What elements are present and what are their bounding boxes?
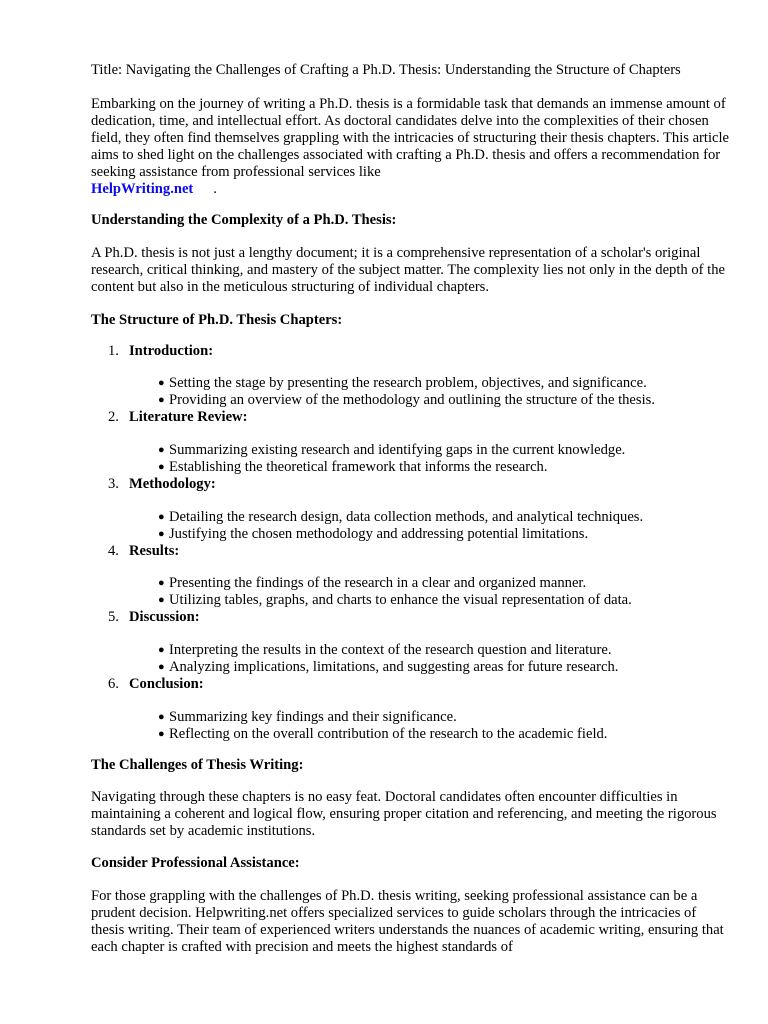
bullet-text: Setting the stage by presenting the research problem, objectives, and significance.	[169, 375, 647, 391]
chapter-bullet	[158, 709, 457, 726]
chapter-item	[108, 343, 213, 360]
chapter-number: 1.	[108, 343, 119, 359]
complexity-heading: Understanding the Complexity of a Ph.D. Thesis:	[91, 212, 397, 228]
title-line: Title: Navigating the Challenges of Crafting a Ph.D. Thesis: Understanding the Structure of Chapters	[91, 62, 681, 78]
bullet-text: Utilizing tables, graphs, and charts to enhance the visual representation of data.	[169, 592, 632, 608]
chapter-bullet	[158, 642, 612, 659]
chapter-number: 4.	[108, 543, 119, 559]
assistance-heading: Consider Professional Assistance:	[91, 855, 300, 871]
intro-paragraph	[91, 96, 731, 198]
bullet-icon: ●	[158, 661, 165, 673]
chapter-bullet	[158, 526, 588, 543]
bullet-text: Justifying the chosen methodology and addressing potential limitations.	[169, 526, 589, 542]
bullet-icon: ●	[158, 644, 165, 656]
challenges-paragraph: Navigating through these chapters is no easy feat. Doctoral candidates often encounter difficulties in maintaining a coherent and logical flow, ensuring proper citation and referencing, and meeting the rigorous standards set by academic institutions.	[91, 789, 717, 839]
bullet-text: Presenting the findings of the research in a clear and organized manner.	[169, 575, 587, 591]
bullet-text: Summarizing existing research and identifying gaps in the current knowledge.	[169, 442, 626, 458]
bullet-icon: ●	[158, 444, 165, 456]
intro-text: Embarking on the journey of writing a Ph.D. thesis is a formidable task that demands an immense amount of dedication, time, and intellectual effort. As doctoral candidates delve into the complexities of their chosen field, they often find themselves grappling with the intricacies of structuring their thesis chapters. This article aims to shed light on the challenges associated with crafting a Ph.D. thesis and offers a recommendation for seeking assistance from professional services like	[91, 96, 730, 180]
chapter-item	[108, 409, 247, 426]
bullet-text: Summarizing key findings and their significance.	[169, 709, 457, 725]
chapter-title: Conclusion:	[129, 676, 204, 692]
bullet-icon: ●	[158, 377, 165, 389]
chapter-number: 3.	[108, 476, 119, 492]
bullet-icon: ●	[158, 528, 165, 540]
chapter-bullet	[158, 392, 655, 409]
chapter-title: Introduction:	[129, 343, 214, 359]
chapter-bullet	[158, 659, 618, 676]
intro-after-link: .	[213, 181, 217, 197]
helpwriting-link[interactable]: HelpWriting.net	[91, 181, 194, 197]
chapter-bullet	[158, 592, 632, 609]
chapter-bullet	[158, 575, 586, 592]
bullet-text: Detailing the research design, data collection methods, and analytical techniques.	[169, 509, 644, 525]
chapter-bullet	[158, 509, 643, 526]
bullet-icon: ●	[158, 711, 165, 723]
chapter-title: Discussion:	[129, 609, 200, 625]
bullet-text: Establishing the theoretical framework that informs the research.	[169, 459, 548, 475]
bullet-text: Analyzing implications, limitations, and suggesting areas for future research.	[169, 659, 619, 675]
chapter-title: Results:	[129, 543, 180, 559]
complexity-paragraph: A Ph.D. thesis is not just a lengthy document; it is a comprehensive representation of a scholar's original research, critical thinking, and mastery of the subject matter. The complexity lies not only in the depth of the content but also in the meticulous structuring of individual chapters.	[91, 245, 725, 295]
chapter-bullet	[158, 459, 548, 476]
chapter-title: Literature Review:	[129, 409, 248, 425]
chapter-number: 6.	[108, 676, 119, 692]
bullet-icon: ●	[158, 461, 165, 473]
chapter-bullet	[158, 726, 607, 743]
bullet-icon: ●	[158, 394, 165, 406]
assistance-paragraph: For those grappling with the challenges of Ph.D. thesis writing, seeking professional assistance can be a prudent decision. Helpwriting.net offers specialized services to guide scholars through the intricacies of thesis writing. Their team of experienced writers understands the nuances of academic writing, ensuring that each chapter is crafted with precision and meets the highest standards of	[91, 888, 724, 955]
bullet-text: Interpreting the results in the context of the research question and literature.	[169, 642, 612, 658]
chapter-number: 2.	[108, 409, 119, 425]
bullet-icon: ●	[158, 577, 165, 589]
bullet-icon: ●	[158, 511, 165, 523]
bullet-icon: ●	[158, 728, 165, 740]
bullet-text: Reflecting on the overall contribution of the research to the academic field.	[169, 726, 608, 742]
chapter-number: 5.	[108, 609, 119, 625]
chapter-item	[108, 676, 204, 693]
chapter-item	[108, 476, 216, 493]
chapter-bullet	[158, 375, 647, 392]
chapter-bullet	[158, 442, 625, 459]
challenges-heading: The Challenges of Thesis Writing:	[91, 757, 304, 773]
bullet-text: Providing an overview of the methodology and outlining the structure of the thesis.	[169, 392, 655, 408]
bullet-icon: ●	[158, 594, 165, 606]
chapter-item	[108, 609, 200, 626]
chapter-item	[108, 543, 179, 560]
structure-heading: The Structure of Ph.D. Thesis Chapters:	[91, 312, 343, 328]
chapter-title: Methodology:	[129, 476, 216, 492]
